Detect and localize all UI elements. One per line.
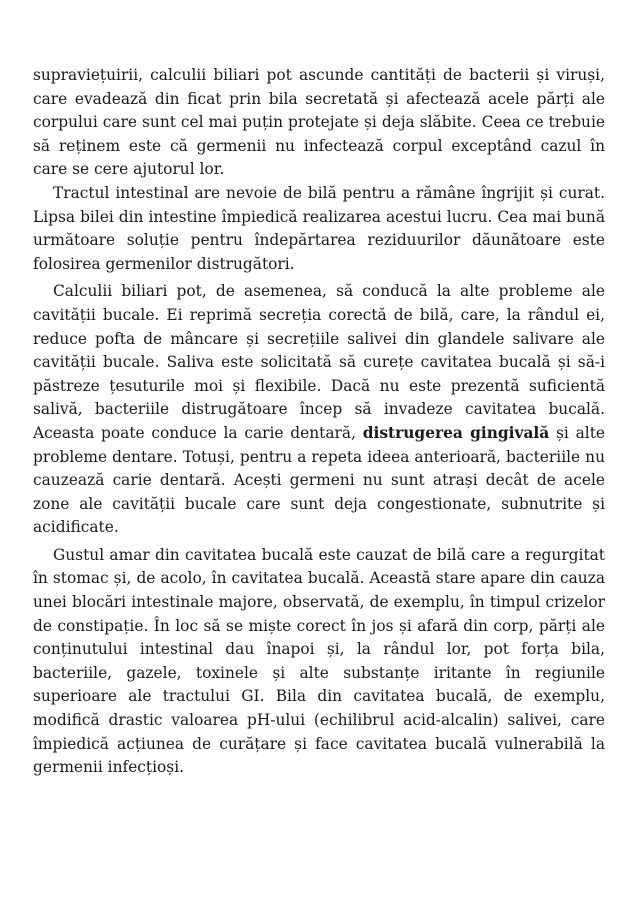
paragraph-continuation: supraviețuirii, calculii biliari pot ascunde cantități de bacterii și viruși, care evadează din ficat prin bila secretată și afectează acele părți ale corpului care sunt cel mai puțin protejate și deja slăbite. Ceea ce trebuie să reținem este că germenii nu infectează corpul exceptând cazul în care se cere ajutorul lor. — [33, 66, 605, 179]
paragraph-bitter-taste: Gustul amar din cavitatea bucală este cauzat de bilă care a regurgitat în stomac și, de acolo, în cavitatea bucală. Această stare apare din cauza unei blocări intestinale majore, observată, de exemplu, în timpul crizelor de constipație. În loc să se miște corect în jos și afară din corp, părți ale conținutului intestinal dau înapoi și, la rândul lor, pot forța bila, bacteriile, gazele, toxinele și alte substanțe iritante în regiunile superioare ale tractului GI. Bila din cavitatea bucală, de exemplu, modifică drastic valoarea pH-ului (echilibrul acid-alcalin) salivei, care împiedică acțiunea de curățare și face cavitatea bucală vulnerabilă la germenii infecțioși. — [33, 545, 605, 777]
document-page — [33, 64, 605, 780]
paragraph-text-after: și alte probleme dentare. Totuși, pentru a repeta ideea anterioară, bacteriile nu cauzează carie dentară. Acești germeni nu sunt atrași decât de acele zone ale cavității bucale care sunt deja congestionate, subnutrite și acidificate. — [33, 423, 606, 537]
paragraph-intestinal-tract: Tractul intestinal are nevoie de bilă pentru a rămâne îngrijit și curat. Lipsa bilei din intestine împiedică realizarea acestui lucru. Cea mai bună următoare soluție pentru îndepărtarea reziduurilor dăunătoare este folosirea germenilor distrugători. — [33, 183, 605, 273]
bold-term: distrugerea gingivală — [362, 423, 550, 442]
paragraph-oral-cavity — [33, 280, 605, 540]
paragraph-text-before: Calculii biliari pot, de asemenea, să conducă la alte probleme ale cavității bucale. Ei reprimă secreția corectă de bilă, care, la rândul ei, reduce pofta de mâncare și secrețiile salivei din glandele salivare ale cavității bucale. Saliva este solicitată să curețe cavitatea bucală și să-i păstreze țesuturile moi și flexibile. Dacă nu este prezentă suficientă salivă, bacteriile distrugătoare încep să invadeze cavitatea bucală. Aceasta poate conduce la carie dentară, — [33, 282, 605, 442]
